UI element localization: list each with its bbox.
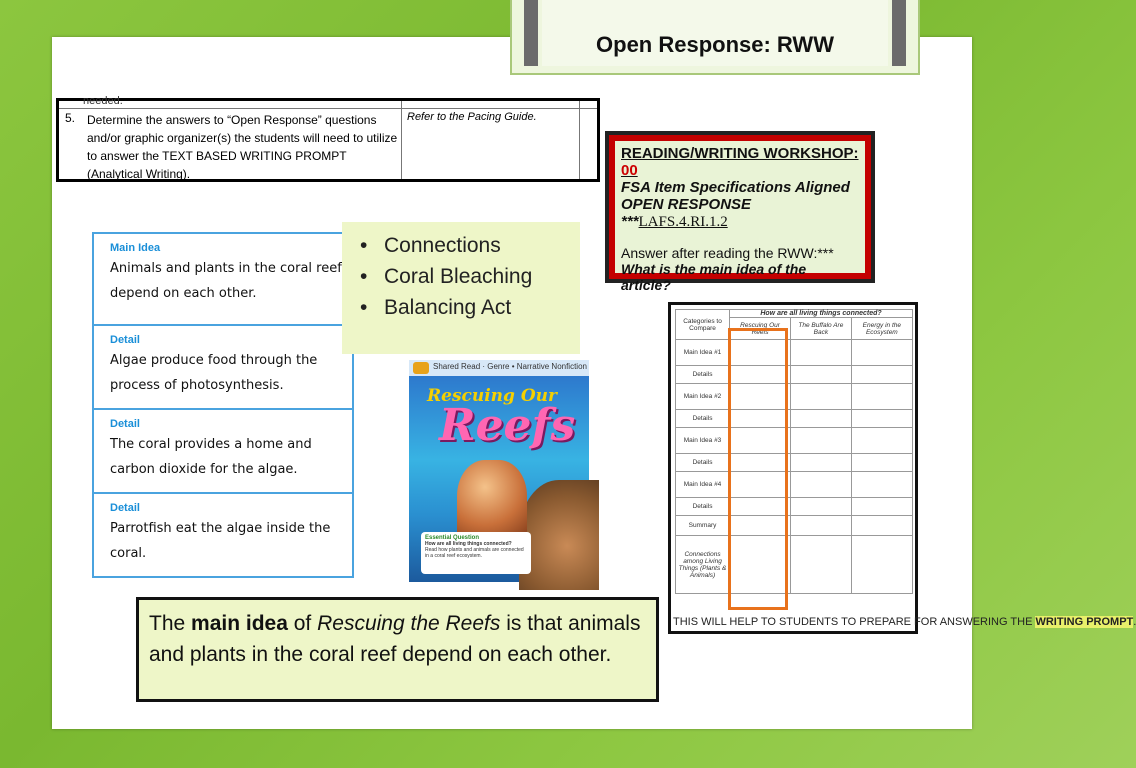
organizer-footer-highlight: WRITING PROMPT (1035, 616, 1134, 628)
fsa-box (605, 131, 875, 293)
pacing-row-divider (59, 108, 597, 109)
list-item: • Coral Bleaching (352, 261, 570, 292)
section-label: Detail (110, 502, 140, 514)
pacing-instruction: Determine the answers to “Open Response” questions and/or graphic organizer(s) the students will need to utilize to answer the TEXT BASED WRITING PROMPT (Analytical Writing). (87, 113, 398, 181)
section-text: Animals and plants in the coral reef depend on each other. (110, 261, 342, 301)
graphic-organizer (668, 302, 1134, 634)
organizer-table (675, 309, 913, 594)
shared-read-logo-icon (413, 362, 429, 374)
callout-text: of (293, 612, 312, 635)
book-header (409, 360, 589, 376)
organizer-footer-text: THIS WILL HELP TO STUDENTS TO PREPARE FOR ANSWERING THE (673, 616, 1033, 628)
section-text: The coral provides a home and carbon dioxide for the algae. (110, 437, 312, 477)
eq-prompt: Read how plants and animals are connected in a coral reef ecosystem. (425, 547, 524, 559)
essential-question-box (421, 532, 531, 574)
pacing-reference: Refer to the Pacing Guide. (407, 111, 537, 123)
callout-text: The (149, 612, 186, 635)
fsa-standard-code: LAFS.4.RI.1.2 (638, 214, 728, 230)
fsa-workshop-number: 00 (621, 162, 638, 179)
pacing-step-number: 5. (65, 111, 76, 125)
fsa-line-4: Answer after reading the RWW:*** (621, 245, 834, 261)
fsa-line-1 (621, 145, 859, 179)
organizer-column: Rescuing Our Reefs (730, 318, 791, 340)
organizer-row-label: Details (676, 498, 730, 516)
organizer-row-label: Summary (676, 516, 730, 536)
fsa-line-5: What is the main idea of the article? (621, 261, 807, 293)
main-idea-callout (136, 597, 659, 702)
eq-title: Essential Question (425, 535, 480, 541)
pacing-column-divider-2 (579, 101, 580, 179)
fsa-workshop-label: READING/WRITING WORKSHOP: (621, 145, 859, 162)
fsa-line-2: FSA Item Specifications Aligned (621, 179, 850, 196)
detail-section (94, 494, 352, 576)
title-tab (510, 0, 920, 75)
organizer-row-label: Connections among Living Things (Plants & Animals) (676, 536, 730, 594)
organizer-row-label: Details (676, 454, 730, 472)
coral-illustration (519, 480, 599, 590)
callout-text: is that animals and plants in the coral reef depend on each other. (149, 612, 641, 666)
section-text: Parrotfish eat the algae inside the coral. (110, 521, 331, 561)
organizer-row-label: Details (676, 410, 730, 428)
organizer-row-label: Main Idea #3 (676, 428, 730, 454)
organizer-corner: Categories to Compare (676, 310, 730, 340)
book-cover (409, 360, 589, 582)
pacing-column-divider (401, 101, 402, 179)
detail-section (94, 410, 352, 494)
book-title-main: Reefs (439, 400, 576, 451)
book-header-text: Shared Read · Genre • Narrative Nonfiction (433, 362, 587, 371)
organizer-row-label: Details (676, 366, 730, 384)
topics-list (342, 222, 580, 354)
organizer-column: The Buffalo Are Back (791, 318, 852, 340)
section-label: Main Idea (110, 242, 161, 254)
organizer-footer (673, 615, 1134, 629)
organizer-column: Energy in the Ecosystem (851, 318, 912, 340)
fsa-open-response: OPEN RESPONSE *** (621, 196, 752, 230)
section-label: Detail (110, 418, 140, 430)
organizer-highlight-column (728, 328, 788, 610)
section-text: Algae produce food through the process of photosynthesis. (110, 353, 318, 393)
organizer-heading: How are all living things connected? (730, 310, 913, 318)
book-title-top: Rescuing Our (427, 386, 557, 406)
fsa-line-3 (621, 196, 859, 231)
organizer-row-label: Main Idea #4 (676, 472, 730, 498)
fsa-box-inner (615, 141, 865, 293)
list-item: • Balancing Act (352, 292, 570, 323)
list-item: • Connections (352, 230, 570, 261)
section-label: Detail (110, 334, 140, 346)
pacing-table-excerpt (56, 95, 600, 182)
callout-title-italic: Rescuing the Reefs (317, 612, 501, 635)
main-idea-section (94, 234, 352, 326)
detail-section (94, 326, 352, 410)
slide-title: Open Response: RWW (596, 32, 834, 57)
organizer-row-label: Main Idea #2 (676, 384, 730, 410)
main-idea-chart (92, 232, 354, 578)
pacing-cut-text: needed. (83, 95, 123, 107)
eq-question: How are all living things connected? (425, 541, 512, 547)
callout-bold: main idea (191, 612, 288, 635)
organizer-row-label: Main Idea #1 (676, 340, 730, 366)
